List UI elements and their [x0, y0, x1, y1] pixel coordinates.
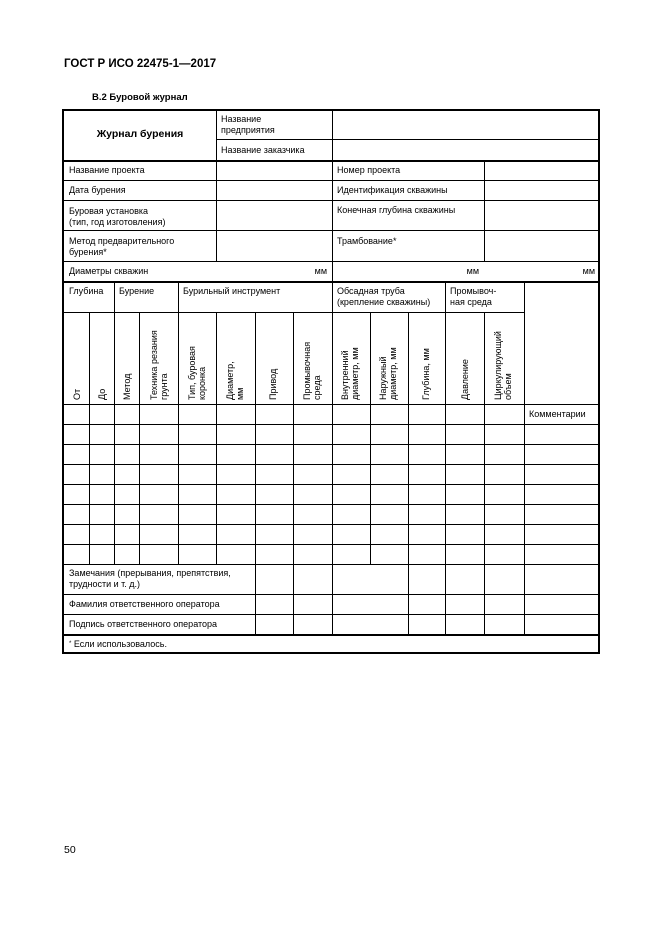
pre-method-field[interactable] [216, 230, 332, 261]
drilling-log-form [62, 109, 600, 654]
operator-sign-label: Подпись ответственного оператора [69, 619, 218, 629]
col-bit-type: Тип, буровая коронка [187, 346, 207, 400]
group-depth: Глубина [69, 286, 104, 296]
group-casing: Обсадная труба (крепление скважины) [337, 286, 431, 307]
footnote-text: Если использовалось. [73, 639, 167, 649]
section-title: В.2 Буровой журнал [92, 92, 188, 103]
col-circulating: Циркулирующий объем [493, 331, 513, 400]
project-number-label: Номер проекта [337, 165, 401, 175]
remarks-label: Замечания (прерывания, препятствия, трудности и т. д.) [69, 568, 231, 589]
footnote-mark: * [69, 641, 72, 647]
page-number: 50 [64, 844, 76, 856]
project-name-field[interactable] [216, 160, 332, 180]
final-depth-label: Конечная глубина скважины [337, 205, 456, 215]
journal-title: Журнал бурения [96, 128, 184, 140]
drill-date-field[interactable] [216, 180, 332, 200]
well-id-label: Идентификация скважины [337, 185, 448, 195]
col-pressure: Давление [460, 359, 470, 400]
col-flush-medium: Промывочная среда [302, 341, 322, 400]
col-technique: Техника резания грунта [149, 330, 169, 400]
group-flush: Промывоч- ная среда [450, 286, 497, 307]
well-id-field[interactable] [484, 180, 600, 200]
diameter-unit-3: мм [582, 266, 595, 276]
project-name-label: Название проекта [69, 165, 145, 175]
col-to: До [97, 388, 107, 400]
rig-field[interactable] [216, 200, 332, 230]
col-from: От [72, 388, 82, 400]
pre-method-text: Метод предварительного бурения* [69, 236, 175, 257]
drill-date-label: Дата бурения [69, 185, 126, 195]
company-field[interactable] [332, 111, 600, 139]
col-method: Метод [122, 373, 132, 400]
rig-label: Буровая установка (тип, год изготовления) [69, 206, 166, 227]
document-header: ГОСТ Р ИСО 22475-1—2017 [64, 58, 217, 70]
footnote [64, 639, 600, 650]
customer-label: Название заказчика [221, 145, 305, 155]
diameters-label: Диаметры скважин [69, 266, 149, 276]
ramming-field[interactable] [484, 230, 600, 261]
diameter-unit-1: мм [314, 266, 327, 276]
col-depth-mm: Глубина, мм [421, 348, 431, 400]
col-outer-diameter: Наружный диаметр, мм [378, 347, 398, 400]
col-drive: Привод [268, 368, 278, 400]
project-number-field[interactable] [484, 160, 600, 180]
company-label: Название предприятия [221, 114, 275, 135]
pre-method-label [64, 236, 216, 258]
final-depth-field[interactable] [484, 200, 600, 230]
col-comments: Комментарии [529, 409, 586, 419]
group-drilling: Бурение [119, 286, 155, 296]
customer-field[interactable] [332, 139, 600, 160]
diameter-unit-2: мм [466, 266, 479, 276]
group-tool: Бурильный инструмент [183, 286, 281, 296]
ramming-label: Трамбование* [337, 236, 397, 246]
col-diameter: Диаметр, мм [225, 361, 245, 400]
operator-name-label: Фамилия ответственного оператора [69, 599, 220, 609]
col-inner-diameter: Внутренний диаметр, мм [340, 347, 360, 400]
